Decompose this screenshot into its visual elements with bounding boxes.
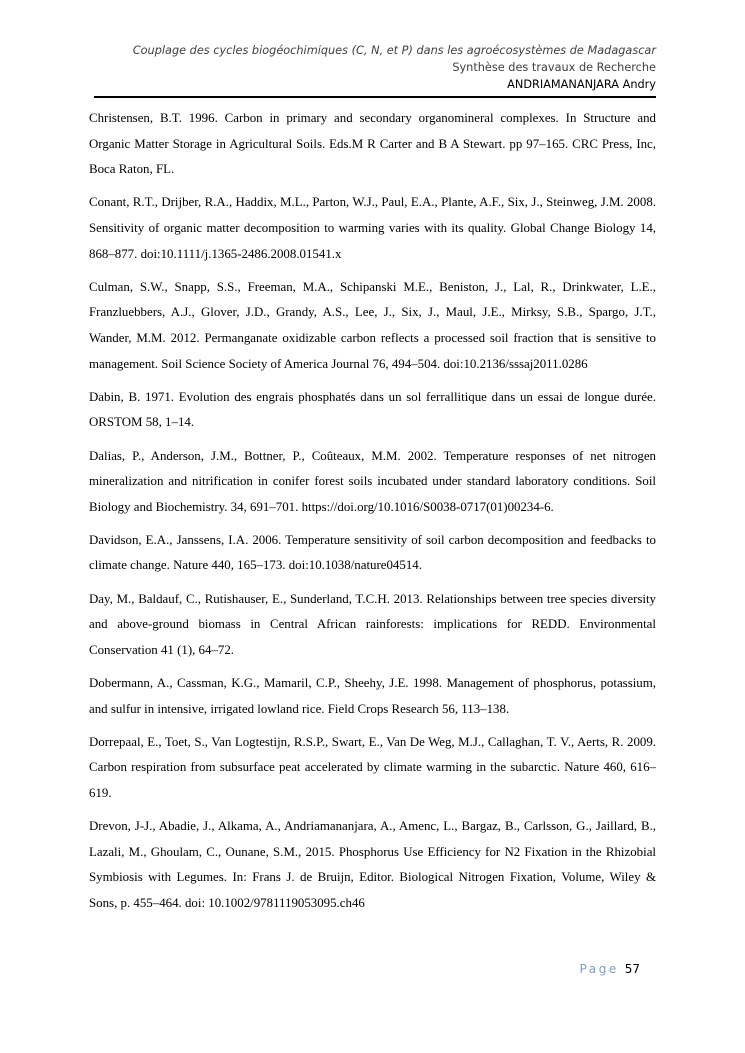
header-divider — [94, 96, 656, 98]
reference-entry: Christensen, B.T. 1996. Carbon in primary and secondary organomineral complexes. In Structure and Organic Matter Storage in Agricultural Soils. Eds.M R Carter and B A Stewart. pp 97–165. CRC Press, Inc, Boca Raton, FL. — [89, 111, 656, 177]
reference-entry: Dabin, B. 1971. Evolution des engrais phosphatés dans un sol ferrallitique dans un essai de longue durée. ORSTOM 58, 1–14. — [89, 389, 656, 430]
reference-entry: Day, M., Baldauf, C., Rutishauser, E., Sunderland, T.C.H. 2013. Relationships between tree species diversity and above-ground biomass in Central African rainforests: implications for REDD. Environmental Conservation 41 (1), 64–72. — [89, 591, 656, 657]
reference-entry: Davidson, E.A., Janssens, I.A. 2006. Temperature sensitivity of soil carbon decomposition and feedbacks to climate change. Nature 440, 165–173. doi:10.1038/nature04514. — [89, 532, 656, 573]
reference-list — [89, 106, 656, 924]
page-number: 57 — [624, 962, 640, 976]
reference-entry: Dobermann, A., Cassman, K.G., Mamaril, C.P., Sheehy, J.E. 1998. Management of phosphorus, potassium, and sulfur in intensive, irrigated lowland rice. Field Crops Research 56, 113–138. — [89, 676, 656, 716]
header-author: ANDRIAMANANJARA Andry — [507, 78, 656, 91]
reference-entry: Culman, S.W., Snapp, S.S., Freeman, M.A., Schipanski M.E., Beniston, J., Lal, R., Drinkwater, L.E., Franzluebbers, A.J., Glover, J.D., Grandy, A.S., Lee, J., Six, J., Maul, J.E., Mirksy, S.B., Spargo, J.T., Wander, M.M. 2012. Permanganate oxidizable carbon reflects a processed soil fraction that is sensitive to management. Soil Science Society of America Journal 76, 494–504. doi:10.2136/sssaj2011.0286 — [89, 279, 656, 371]
page-footer — [540, 962, 640, 976]
page-label: Page — [579, 962, 619, 976]
header-subtitle: Synthèse des travaux de Recherche — [452, 61, 656, 74]
reference-entry: Dalias, P., Anderson, J.M., Bottner, P., Coûteaux, M.M. 2002. Temperature responses of net nitrogen mineralization and nitrification in conifer forest soils incubated under standard laboratory conditions. Soil Biology and Biochemistry. 34, 691–701. https://doi.org/10.1016/S0038-0717(01)00234-6. — [89, 448, 656, 514]
page-header — [94, 42, 656, 93]
reference-entry: Conant, R.T., Drijber, R.A., Haddix, M.L., Parton, W.J., Paul, E.A., Plante, A.F., Six, J., Steinweg, J.M. 2008. Sensitivity of organic matter decomposition to warming varies with its quality. Global Change Biology 14, 868–877. doi:10.1111/j.1365-2486.2008.01541.x — [89, 195, 656, 261]
header-title: Couplage des cycles biogéochimiques (C, N, et P) dans les agroécosystèmes de Madagascar — [132, 44, 656, 57]
reference-entry: Drevon, J-J., Abadie, J., Alkama, A., Andriamananjara, A., Amenc, L., Bargaz, B., Carlsson, G., Jaillard, B., Lazali, M., Ghoulam, C., Ounane, S.M., 2015. Phosphorus Use Efficiency for N2 Fixation in the Rhizobial Symbiosis with Legumes. In: Frans J. de Bruijn, Editor. Biological Nitrogen Fixation, Volume, Wiley & Sons, p. 455–464. doi: 10.1002/9781119053095.ch46 — [89, 819, 656, 910]
reference-entry: Dorrepaal, E., Toet, S., Van Logtestijn, R.S.P., Swart, E., Van De Weg, M.J., Callaghan, T. V., Aerts, R. 2009. Carbon respiration from subsurface peat accelerated by climate warming in the subarctic. Nature 460, 616–619. — [89, 734, 656, 800]
